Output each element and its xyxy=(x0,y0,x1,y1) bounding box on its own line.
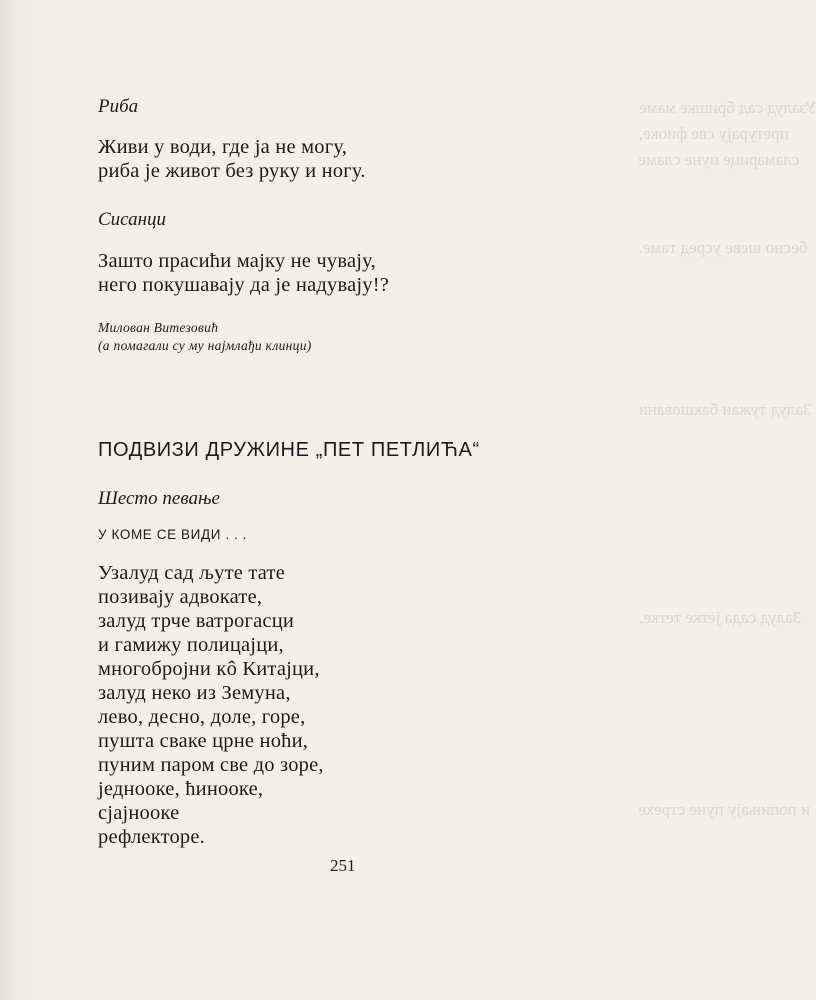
poem-line: риба је живот без руку и ногу. xyxy=(98,160,366,182)
poem-line: једнооке, ћиноoке, xyxy=(98,778,264,800)
poem-line: сјајнооке xyxy=(98,802,180,824)
author-name: Милован Витезовић xyxy=(98,320,219,335)
section-heading: ПОДВИЗИ ДРУЖИНЕ „ПЕТ ПЕТЛИЋА“ xyxy=(98,439,480,461)
bleed-through-text: и попињају пуне стрехе xyxy=(639,800,811,819)
poem-line: рефлекторе. xyxy=(98,826,206,848)
poem-line: залуд неко из Земуна, xyxy=(98,682,291,704)
poem-line: Живи у води, где ја не могу, xyxy=(98,136,348,158)
poem-line: Узалуд сад љуте тате xyxy=(98,562,286,584)
poem-line: позивају адвокате, xyxy=(98,586,263,608)
poem-line: лево, десно, доле, горе, xyxy=(98,706,306,728)
bleed-through-text: Залуд тужан бакшовани xyxy=(639,400,812,419)
page-number: 251 xyxy=(330,856,356,875)
poem-title-nipples: Сисанци xyxy=(98,209,167,230)
poem-line: многобројни кô Китајци, xyxy=(98,658,320,680)
bleed-through-text: Залуд сада јетке тетке, xyxy=(639,608,802,627)
bleed-through-text: сламарице пуне сламе xyxy=(639,150,800,169)
poem-line: и гамижу полицајци, xyxy=(98,634,284,656)
canto-subheading: У КОМЕ СЕ ВИДИ . . . xyxy=(98,527,248,542)
bleed-through-text: претурају све фиоке, xyxy=(639,124,789,143)
poem-line: Зашто прасићи мајку не чувају, xyxy=(98,250,376,272)
poem-line: пушта сваке црне ноћи, xyxy=(98,730,309,752)
canto-title: Шесто певање xyxy=(98,488,220,509)
poem-line: залуд трче ватрогасци xyxy=(98,610,295,632)
bleed-through-text: Узалуд сад бришке маме xyxy=(639,98,816,117)
bleed-through-text: бесно шеве усред таме. xyxy=(639,238,808,257)
poem-line: пуним паром све до зоре, xyxy=(98,754,324,776)
author-note: (а помагали су му најмлађи клинци) xyxy=(98,338,312,353)
poem-title-fish: Риба xyxy=(98,96,139,117)
poem-line: него покушавају да је надувају!? xyxy=(98,274,390,296)
